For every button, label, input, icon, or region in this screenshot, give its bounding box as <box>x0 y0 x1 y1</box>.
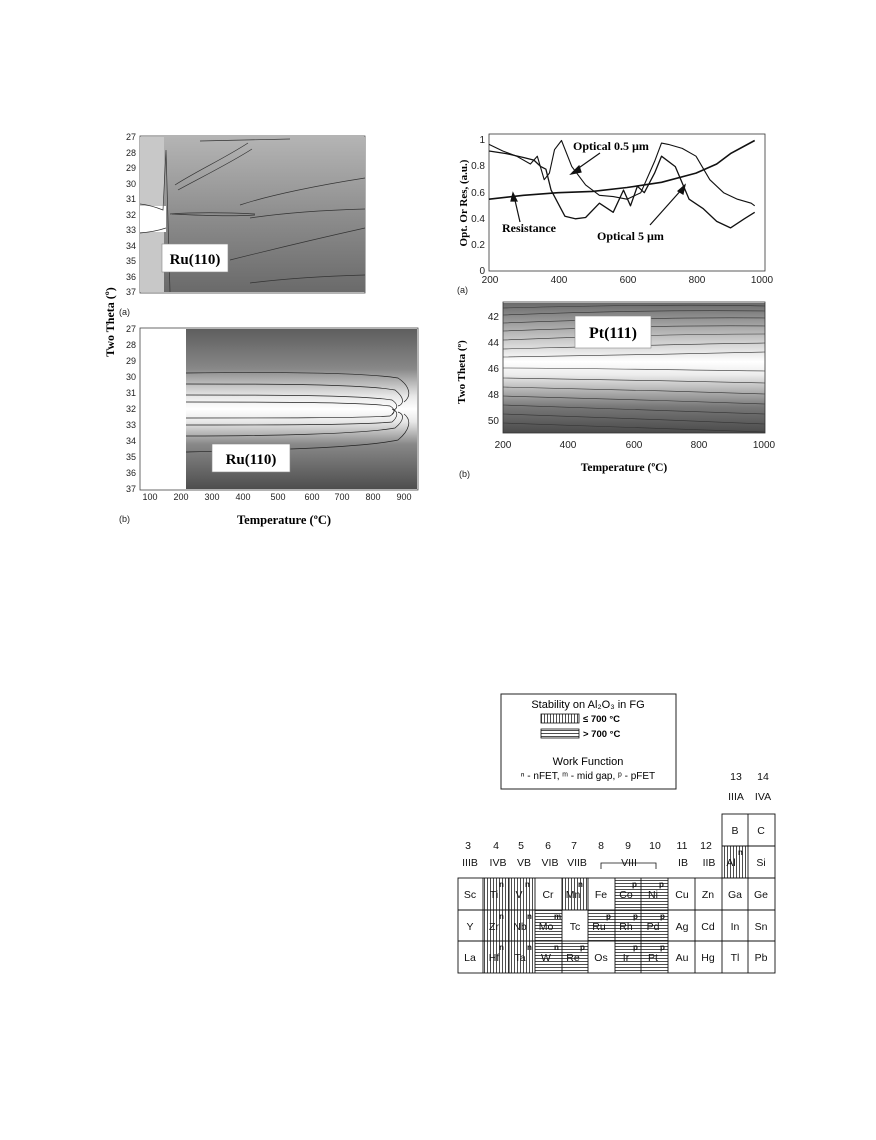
group-number: 8 <box>598 840 604 852</box>
element-cell: La <box>464 952 476 964</box>
group-label: IIIA <box>728 791 744 803</box>
ru-b-ytick: 32 <box>125 404 136 414</box>
pt-annotation: Pt(111) <box>589 325 637 342</box>
superscript-p: p <box>580 943 585 952</box>
legend-high: > 700 °C <box>583 729 621 740</box>
pt-ytick: 44 <box>487 338 499 349</box>
superscript-n: n <box>738 848 743 857</box>
group-number: 3 <box>465 840 471 852</box>
pt-y-ticks <box>488 312 500 427</box>
pt-ytick: 42 <box>487 312 499 323</box>
element-cell: Ir <box>622 952 630 964</box>
pt-x-ticks <box>495 440 776 451</box>
opt-annotation-resistance: Resistance <box>502 221 556 235</box>
legend-low: ≤ 700 °C <box>583 714 621 725</box>
opt-ytick: 0.8 <box>471 161 485 172</box>
ru-a-ytick: 28 <box>125 148 136 158</box>
ru-a-ytick: 31 <box>125 194 136 204</box>
element-cell: Pd <box>646 921 660 933</box>
pt-ytick: 48 <box>487 390 499 401</box>
opt-xtick: 400 <box>550 275 568 286</box>
ru-b-xtick: 300 <box>204 492 220 502</box>
element-cell: Ga <box>727 889 743 901</box>
opt-xtick: 800 <box>688 275 706 286</box>
element-cell: Co <box>619 889 633 901</box>
group-number: 6 <box>545 840 551 852</box>
superscript-n: n <box>499 880 504 889</box>
legend-wf-items: ⁿ - nFET, ᵐ - mid gap, ᵖ - pFET <box>520 771 656 782</box>
superscript-n: n <box>527 912 532 921</box>
ru-b-ytick: 35 <box>125 452 136 462</box>
element-cell: Si <box>756 857 766 869</box>
ru-b-xtick: 800 <box>365 492 381 502</box>
element-cell: W <box>541 952 551 964</box>
ru-b-ytick: 29 <box>125 356 136 366</box>
element-cell: Ti <box>489 889 499 901</box>
element-cell: Ru <box>592 921 606 933</box>
superscript-p: p <box>633 943 638 952</box>
pt-y-axis-label: Two Theta (º) <box>456 340 468 404</box>
legend-wf-title: Work Function <box>552 756 624 768</box>
opt-ytick: 0.2 <box>471 240 485 251</box>
group-label: VIIB <box>567 857 587 869</box>
superscript-p: p <box>606 912 611 921</box>
ru-b-annotation: Ru(110) <box>225 452 277 468</box>
group-number: 9 <box>625 840 631 852</box>
group-label: IIIB <box>462 857 478 869</box>
ru-b-xtick: 600 <box>304 492 320 502</box>
ru-b-panel-label: (b) <box>119 514 130 524</box>
ru-b-xtick: 100 <box>142 492 158 502</box>
element-cell: Ta <box>514 952 526 964</box>
ru-b-ytick: 28 <box>125 340 136 350</box>
element-cell: In <box>730 921 740 933</box>
element-cell: Ge <box>753 889 769 901</box>
ru-panel-a <box>119 132 365 317</box>
ru-b-ytick: 31 <box>125 388 136 398</box>
opt-axes-frame <box>489 134 765 271</box>
ru-b-xtick: 400 <box>235 492 251 502</box>
element-cell: V <box>515 889 523 901</box>
element-cell: Hg <box>701 952 715 964</box>
element-cell: Cr <box>542 889 554 901</box>
element-cell: Sc <box>463 889 477 901</box>
element-cell: Zr <box>489 921 499 933</box>
superscript-m: m <box>554 912 562 921</box>
ru-a-ytick: 34 <box>125 241 136 251</box>
ru-a-ytick: 29 <box>125 163 136 173</box>
element-cell: C <box>757 825 765 837</box>
ru-panel-b <box>119 324 418 527</box>
ru-a-ytick: 32 <box>125 210 136 220</box>
pt-ytick: 46 <box>487 364 499 375</box>
ru-figure <box>103 132 418 527</box>
ru-a-ytick: 33 <box>125 225 136 235</box>
pt-ytick: 50 <box>487 416 499 427</box>
superscript-n: n <box>499 943 504 952</box>
group-number: 7 <box>571 840 577 852</box>
superscript-p: p <box>660 912 665 921</box>
pt-xtick: 400 <box>559 440 577 451</box>
pt-panel-label: (b) <box>459 469 470 479</box>
opt-series <box>489 141 755 228</box>
element-cell: Nb <box>513 921 527 933</box>
group-number: 14 <box>757 771 769 783</box>
group-label: VIB <box>541 857 559 869</box>
group-number: 11 <box>676 840 688 852</box>
ru-a-ytick: 35 <box>125 256 136 266</box>
ru-a-y-ticks <box>126 132 136 297</box>
group-number: 5 <box>518 840 524 852</box>
superscript-n: n <box>578 880 583 889</box>
pt-x-axis-label: Temperature (ºC) <box>580 462 668 474</box>
group-label: VIII <box>621 857 637 869</box>
element-cell: Zn <box>701 889 715 901</box>
ru-b-ytick: 33 <box>125 420 136 430</box>
element-cell: Au <box>675 952 689 964</box>
superscript-n: n <box>525 880 530 889</box>
group-label: VB <box>516 857 532 869</box>
element-cell: Cd <box>701 921 715 933</box>
superscript-p: p <box>633 912 638 921</box>
group-number: 4 <box>493 840 499 852</box>
opt-xtick: 200 <box>481 275 499 286</box>
superscript-p: p <box>660 943 665 952</box>
periodic-table <box>458 771 775 973</box>
element-cell: Sn <box>754 921 768 933</box>
opt-ytick: 0 <box>479 266 485 277</box>
ru-b-x-ticks <box>142 492 411 502</box>
superscript-n: n <box>527 943 532 952</box>
ru-a-annotation: Ru(110) <box>169 252 221 268</box>
ru-b-ytick: 37 <box>125 484 136 494</box>
superscript-p: p <box>659 880 664 889</box>
ru-y-axis-label: Two Theta (º) <box>103 287 117 357</box>
superscript-p: p <box>632 880 637 889</box>
ru-b-xtick: 200 <box>173 492 189 502</box>
opt-y-axis-label: Opt. Or Res, (a.u.) <box>458 159 470 247</box>
group-number: 12 <box>700 840 712 852</box>
pt-xtick: 600 <box>625 440 643 451</box>
ru-a-panel-label: (a) <box>119 307 130 317</box>
element-cell: Cu <box>675 889 689 901</box>
group-label: IVB <box>489 857 507 869</box>
element-cell: Al <box>726 857 736 869</box>
element-cell: Hf <box>488 952 500 964</box>
ru-b-x-axis-label: Temperature (ºC) <box>236 513 332 527</box>
opt-ytick: 0.4 <box>471 214 485 225</box>
ru-a-ytick: 36 <box>125 272 136 282</box>
element-cell: Rh <box>619 921 633 933</box>
ru-b-ytick: 30 <box>125 372 136 382</box>
superscript-n: n <box>554 943 559 952</box>
opt-ytick: 1 <box>479 135 485 146</box>
group-number: 10 <box>649 840 661 852</box>
ru-b-ytick: 36 <box>125 468 136 478</box>
ru-b-xtick: 500 <box>270 492 286 502</box>
pt-xtick: 1000 <box>752 440 776 451</box>
element-cell: Fe <box>594 889 608 901</box>
group-label: IIB <box>702 857 716 869</box>
stability-legend <box>501 694 676 789</box>
pt-xtick: 800 <box>690 440 708 451</box>
element-cell: Tc <box>569 921 581 933</box>
ru-b-xtick: 900 <box>396 492 412 502</box>
element-cell: Y <box>466 921 474 933</box>
element-cell: Mn <box>565 889 581 901</box>
ru-a-ytick: 30 <box>125 179 136 189</box>
ru-b-ytick: 34 <box>125 436 136 446</box>
opt-panel-label: (a) <box>457 285 468 295</box>
group-label: IB <box>678 857 688 869</box>
superscript-n: n <box>499 912 504 921</box>
element-cell: Tl <box>730 952 740 964</box>
element-cell: Pb <box>754 952 768 964</box>
ru-a-ytick: 37 <box>125 287 136 297</box>
ru-b-ytick: 27 <box>125 324 136 334</box>
legend-title: Stability on Al₂O₃ in FG <box>531 699 645 711</box>
group-label: IVA <box>754 791 772 803</box>
opt-annotation-5um: Optical 5 µm <box>597 229 664 243</box>
opt-xtick: 1000 <box>750 275 774 286</box>
element-cell: Ni <box>648 889 658 901</box>
pt-chart <box>456 302 776 479</box>
element-cell: Ag <box>675 921 689 933</box>
element-cell: Mo <box>538 921 554 933</box>
element-cell: Pt <box>648 952 658 964</box>
element-cell: B <box>731 825 739 837</box>
element-cell: Re <box>566 952 580 964</box>
legend-swatch-horizontal <box>541 729 579 738</box>
ru-b-y-ticks <box>126 324 136 494</box>
opt-ytick: 0.6 <box>471 188 485 199</box>
opt-x-ticks <box>482 275 774 286</box>
optical-resistance-chart <box>457 134 774 295</box>
opt-xtick: 600 <box>619 275 637 286</box>
element-cell: Os <box>594 952 608 964</box>
group-number: 13 <box>730 771 742 783</box>
legend-swatch-vertical <box>541 714 579 723</box>
ru-a-ytick: 27 <box>125 132 136 142</box>
opt-annotation-0p5: Optical 0.5 µm <box>573 139 649 153</box>
opt-y-ticks <box>471 135 485 277</box>
ru-b-xtick: 700 <box>334 492 350 502</box>
pt-xtick: 200 <box>494 440 512 451</box>
